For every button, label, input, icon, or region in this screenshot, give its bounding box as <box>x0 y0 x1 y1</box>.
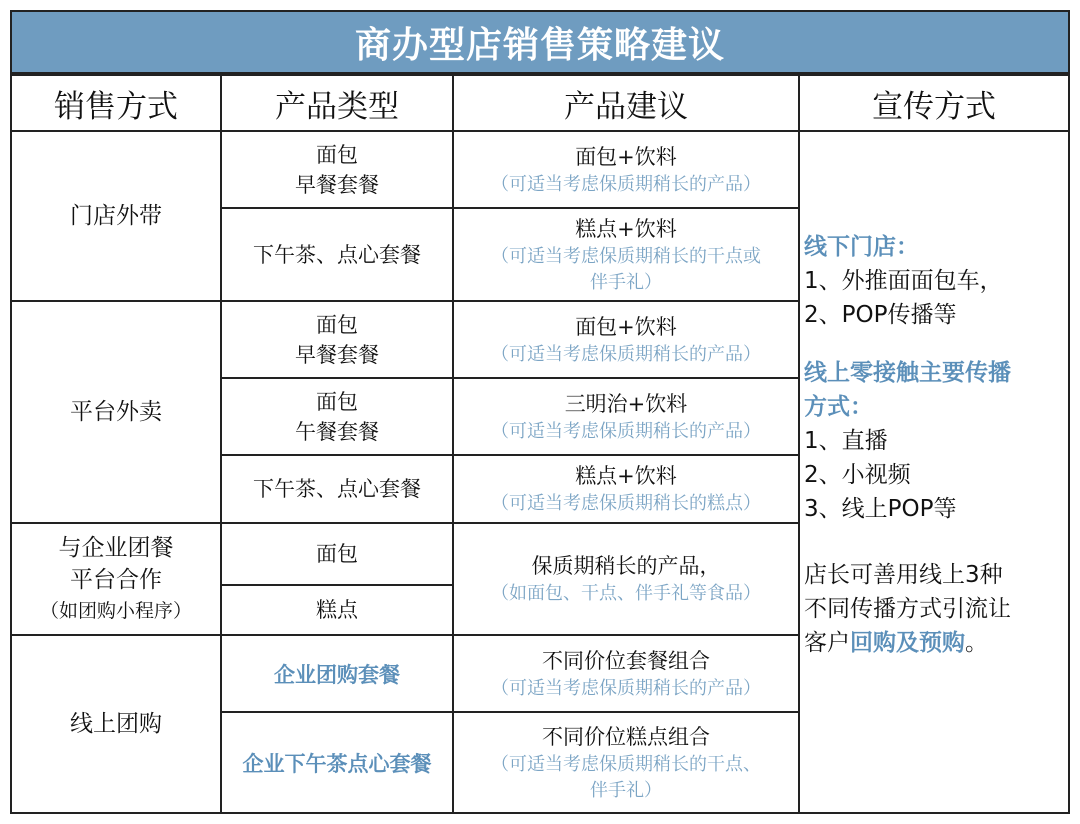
suggest-text: 不同价位套餐组合 <box>542 648 710 673</box>
tip-line2: 不同传播方式引流让 <box>804 596 1011 622</box>
group-enterprise-catering <box>10 522 222 636</box>
merged-suggestion-cell <box>452 522 800 636</box>
offline-title: 线下门店： <box>804 234 919 260</box>
type-line1: 糕点 <box>316 598 358 622</box>
table-row-suggestion <box>452 130 800 209</box>
online-item-3: 3、线上POP等 <box>804 496 957 522</box>
suggest-note: （可适当考虑保质期稍长的糕点） <box>491 493 761 514</box>
table-row-suggestion <box>452 634 800 713</box>
suggest-text: 糕点+饮料 <box>575 216 677 241</box>
suggest-note-line2: 伴手礼） <box>590 779 662 801</box>
spacer <box>804 332 1068 356</box>
type-line2: 午餐套餐 <box>295 419 379 444</box>
group-label: 线上团购 <box>70 711 162 737</box>
type-line1: 下午茶、点心套餐 <box>253 477 421 501</box>
table-row-suggestion <box>452 207 800 302</box>
online-title-line1: 线上零接触主要传播 <box>804 360 1011 386</box>
offline-item-2: 2、POP传播等 <box>804 302 957 328</box>
type-line1: 面包 <box>316 389 358 414</box>
tip-suffix: 。 <box>965 630 988 656</box>
group-store-takeaway <box>10 130 222 302</box>
table-row-suggestion <box>452 454 800 524</box>
group-label: 平台外卖 <box>70 399 162 425</box>
suggest-note: （可适当考虑保质期稍长的产品） <box>491 677 761 699</box>
tip-line3 <box>804 626 1068 660</box>
suggest-text: 面包+饮料 <box>575 314 677 339</box>
online-item-1: 1、直播 <box>804 428 888 454</box>
type-line1: 面包 <box>316 312 358 337</box>
table-row-suggestion <box>452 711 800 814</box>
suggest-text: 三明治+饮料 <box>564 391 688 416</box>
group-platform-delivery <box>10 300 222 524</box>
table-row-type <box>220 130 454 209</box>
type-line2: 早餐套餐 <box>295 342 379 367</box>
suggest-note-line1: （可适当考虑保质期稍长的干点或 <box>491 245 761 267</box>
suggest-note: （如面包、干点、伴手礼等食品） <box>491 583 761 604</box>
group-label-line3: （如团购小程序） <box>39 600 192 622</box>
tip-prefix: 客户 <box>804 630 850 656</box>
suggest-text: 保质期稍长的产品， <box>531 554 721 578</box>
header-product-type: 产品类型 <box>220 74 454 132</box>
suggest-note-line2: 伴手礼） <box>590 271 662 293</box>
type-line2: 早餐套餐 <box>295 172 379 197</box>
header-promotion: 宣传方式 <box>798 74 1070 132</box>
table-title: 商办型店销售策略建议 <box>10 10 1070 74</box>
type-line1: 面包 <box>316 542 358 566</box>
table-row-type <box>220 711 454 814</box>
header-sales-method: 销售方式 <box>10 74 222 132</box>
tip-highlight: 回购及预购 <box>850 630 965 656</box>
type-line1: 面包 <box>316 142 358 167</box>
group-label-line2: 平台合作 <box>70 567 162 593</box>
table-row-type <box>220 454 454 524</box>
header-product-suggestion: 产品建议 <box>452 74 800 132</box>
suggest-text: 面包+饮料 <box>575 144 677 169</box>
suggest-text: 糕点+饮料 <box>575 464 677 488</box>
table-row-type <box>220 377 454 456</box>
tip-line1: 店长可善用线上3种 <box>804 562 1003 588</box>
table-row-type <box>220 584 454 636</box>
suggest-note: （可适当考虑保质期稍长的产品） <box>491 343 761 365</box>
suggest-note: （可适当考虑保质期稍长的产品） <box>491 420 761 442</box>
suggest-note: （可适当考虑保质期稍长的产品） <box>491 173 761 195</box>
online-item-2: 2、小视频 <box>804 462 911 488</box>
promotion-cell <box>798 130 1070 814</box>
spacer <box>804 526 1068 558</box>
table-row-type <box>220 634 454 713</box>
type-line1: 企业团购套餐 <box>274 662 400 687</box>
table-row-suggestion <box>452 300 800 379</box>
table-row-type <box>220 207 454 302</box>
table-row-type <box>220 522 454 586</box>
table-row-suggestion <box>452 377 800 456</box>
group-label: 门店外带 <box>70 203 162 229</box>
suggest-text: 不同价位糕点组合 <box>542 724 710 749</box>
table-row-type <box>220 300 454 379</box>
group-online-group-buy <box>10 634 222 814</box>
suggest-note-line1: （可适当考虑保质期稍长的干点、 <box>491 753 761 775</box>
type-line1: 下午茶、点心套餐 <box>253 242 421 267</box>
group-label-line1: 与企业团餐 <box>58 535 174 561</box>
offline-item-1: 1、外推面面包车， <box>804 268 1003 294</box>
type-line1: 企业下午茶点心套餐 <box>242 751 432 776</box>
online-title-line2: 方式： <box>804 394 873 420</box>
